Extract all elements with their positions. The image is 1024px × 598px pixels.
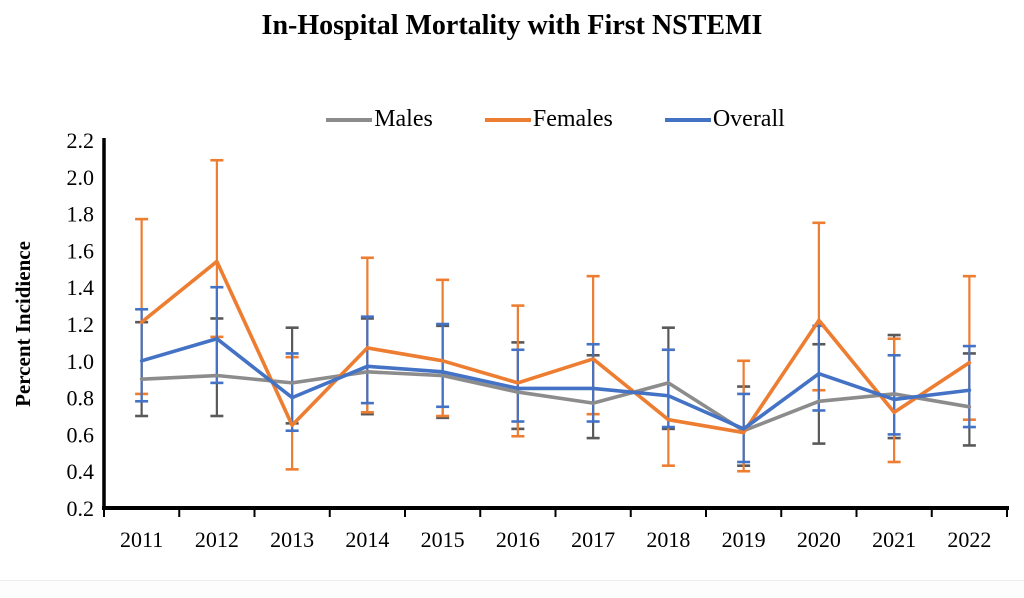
x-tick-label: 2022 bbox=[947, 527, 992, 552]
x-tick-label: 2019 bbox=[721, 527, 766, 552]
legend-label-males: Males bbox=[374, 106, 433, 132]
y-tick-label: 0.2 bbox=[66, 496, 94, 521]
y-tick-label: 0.6 bbox=[66, 422, 94, 448]
page-bottom-margin bbox=[0, 581, 1024, 598]
y-tick-label: 1.2 bbox=[66, 312, 94, 337]
tick-labels-group bbox=[67, 128, 992, 552]
x-tick-label: 2021 bbox=[872, 527, 917, 552]
x-tick-label: 2014 bbox=[345, 527, 390, 552]
x-tick-label: 2011 bbox=[120, 527, 164, 552]
y-tick-label: 2.2 bbox=[66, 128, 94, 153]
y-tick-label: 0.8 bbox=[66, 385, 94, 411]
x-tick-label: 2012 bbox=[194, 527, 239, 552]
error-bars-females bbox=[135, 160, 976, 471]
error-bars-group bbox=[135, 160, 976, 471]
y-tick-label: 1.0 bbox=[66, 348, 94, 374]
y-tick-label: 1.6 bbox=[66, 238, 94, 264]
legend-label-overall: Overall bbox=[712, 106, 785, 132]
x-tick-label: 2016 bbox=[495, 527, 540, 552]
y-axis-title: Percent Incidience bbox=[11, 241, 35, 407]
x-tick-label: 2015 bbox=[420, 527, 465, 552]
x-tick-label: 2013 bbox=[270, 527, 315, 552]
x-tick-label: 2020 bbox=[796, 527, 841, 552]
series-line-males bbox=[142, 372, 970, 431]
series-lines-group bbox=[142, 261, 970, 432]
error-bars-males bbox=[135, 318, 976, 465]
y-tick-label: 1.4 bbox=[66, 275, 94, 301]
chart-title: In-Hospital Mortality with First NSTEMI bbox=[261, 10, 763, 41]
y-tick-label: 2.0 bbox=[66, 164, 94, 190]
legend-label-females: Females bbox=[532, 106, 613, 132]
series-line-females bbox=[142, 261, 970, 432]
y-tick-label: 1.8 bbox=[66, 201, 94, 227]
x-tick-label: 2018 bbox=[646, 527, 691, 552]
y-tick-label: 0.4 bbox=[66, 459, 94, 485]
x-tick-label: 2017 bbox=[571, 527, 616, 552]
axes-group bbox=[102, 138, 1009, 517]
